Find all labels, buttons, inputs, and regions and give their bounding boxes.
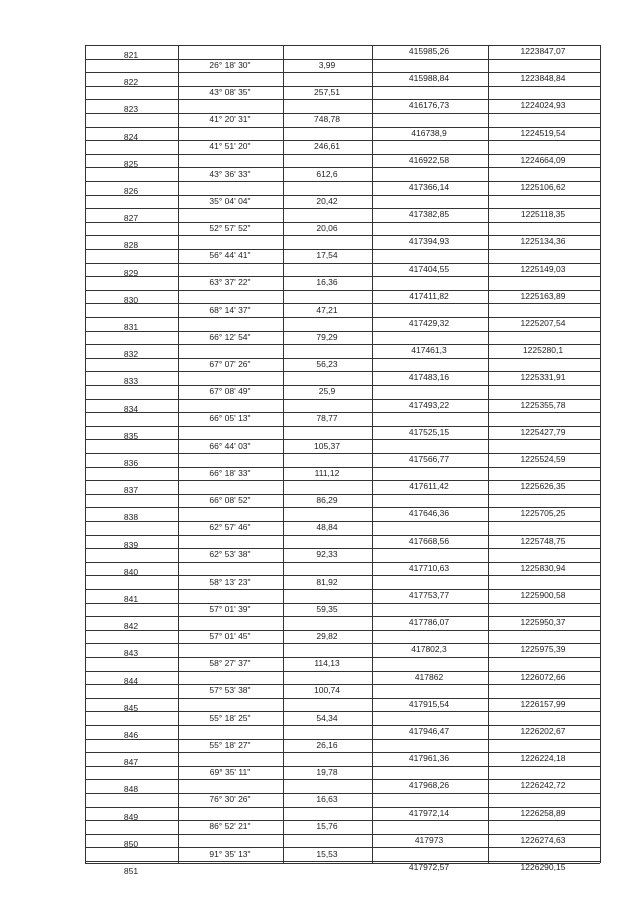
y-coordinate: 1223848,84	[520, 73, 566, 84]
y-coordinate: 1225950,37	[520, 617, 566, 628]
point-number: 823	[123, 104, 139, 115]
point-number: 824	[123, 131, 139, 142]
direction-angle: 57° 01' 45"	[209, 630, 251, 641]
segment-length: 16,63	[316, 794, 338, 805]
column-rule-5	[600, 45, 601, 863]
x-coordinate: 417483,16	[408, 372, 450, 383]
point-number: 848	[123, 784, 139, 795]
direction-angle: 43° 36' 33"	[209, 168, 251, 179]
x-coordinate: 417915,54	[408, 698, 450, 709]
point-number: 822	[123, 77, 139, 88]
point-number: 832	[123, 349, 139, 360]
segment-length: 246,61	[314, 141, 340, 152]
point-number: 833	[123, 376, 139, 387]
x-coordinate: 417973	[414, 834, 444, 845]
x-coordinate: 417404,55	[408, 263, 450, 274]
y-coordinate: 1226157,99	[520, 698, 566, 709]
segment-length: 111,12	[314, 467, 340, 478]
x-coordinate: 417525,15	[408, 426, 450, 437]
point-number: 827	[123, 213, 139, 224]
segment-length: 59,35	[316, 603, 338, 614]
direction-angle: 91° 35' 13"	[209, 848, 251, 859]
y-coordinate: 1225331,91	[520, 372, 566, 383]
y-coordinate: 1225163,89	[520, 290, 566, 301]
x-coordinate: 417862	[414, 671, 444, 682]
segment-length: 16,36	[316, 277, 338, 288]
x-coordinate: 417972,57	[408, 862, 450, 872]
x-coordinate: 417786,07	[408, 617, 450, 628]
point-number: 836	[123, 458, 139, 468]
y-coordinate: 1225106,62	[520, 182, 566, 192]
y-coordinate: 1225118,35	[520, 209, 566, 220]
direction-angle: 52° 57' 52"	[209, 222, 251, 233]
segment-length: 257,51	[314, 86, 340, 97]
direction-angle: 35° 04' 04"	[209, 195, 251, 206]
x-coordinate: 417366,14	[408, 182, 450, 192]
point-number: 851	[123, 866, 139, 876]
x-coordinate: 415988,84	[408, 73, 450, 84]
segment-length: 47,21	[316, 304, 338, 315]
x-coordinate: 415985,26	[408, 46, 450, 56]
y-coordinate: 1225900,58	[520, 590, 566, 600]
y-coordinate: 1226258,89	[520, 807, 566, 818]
direction-angle: 86° 52' 21"	[209, 821, 251, 832]
y-coordinate: 1226224,18	[520, 753, 566, 764]
point-number: 842	[123, 621, 139, 632]
point-number: 830	[123, 294, 139, 305]
point-number: 844	[123, 675, 139, 686]
segment-length: 26,16	[316, 739, 338, 750]
segment-length: 100,74	[314, 685, 340, 696]
segment-length: 114,13	[314, 658, 340, 669]
x-coordinate: 417382,85	[408, 209, 450, 220]
point-number: 845	[123, 702, 139, 713]
x-coordinate: 417394,93	[408, 236, 450, 247]
segment-length: 29,82	[316, 630, 338, 641]
y-coordinate: 1226242,72	[520, 780, 566, 791]
y-coordinate: 1225355,78	[520, 399, 566, 410]
y-coordinate: 1224024,93	[520, 100, 566, 111]
point-number: 821	[123, 50, 139, 60]
direction-angle: 66° 44' 03"	[209, 440, 251, 451]
point-number: 849	[123, 811, 139, 822]
point-number: 841	[123, 594, 139, 604]
direction-angle: 58° 13' 23"	[209, 576, 251, 587]
x-coordinate: 417461,3	[411, 345, 447, 356]
x-coordinate: 417411,82	[409, 290, 449, 301]
y-coordinate: 1226072,66	[520, 671, 566, 682]
y-coordinate: 1225975,39	[520, 644, 566, 655]
direction-angle: 58° 27' 37"	[209, 658, 251, 669]
point-number: 831	[123, 322, 139, 332]
direction-angle: 63° 37' 22"	[209, 277, 251, 288]
direction-angle: 56° 44' 41"	[209, 250, 251, 261]
x-coordinate: 416922,58	[408, 154, 450, 165]
segment-length: 48,84	[316, 522, 338, 533]
point-number: 839	[123, 539, 139, 550]
x-coordinate: 417753,77	[408, 590, 450, 600]
y-coordinate: 1224664,09	[520, 154, 566, 165]
direction-angle: 41° 51' 20"	[209, 141, 251, 152]
segment-length: 105,37	[314, 440, 340, 451]
x-coordinate: 417668,56	[408, 535, 450, 546]
y-coordinate: 1225705,25	[520, 508, 566, 519]
y-coordinate: 1224519,54	[520, 127, 566, 138]
point-number: 838	[123, 512, 139, 523]
x-coordinate: 416176,73	[408, 100, 450, 111]
direction-angle: 55° 18' 25"	[209, 712, 251, 723]
x-coordinate: 417710,63	[408, 562, 450, 573]
x-coordinate: 417611,42	[409, 481, 449, 492]
segment-length: 79,29	[316, 331, 338, 342]
segment-length: 19,78	[316, 766, 338, 777]
x-coordinate: 416738,9	[411, 127, 447, 138]
direction-angle: 62° 53' 38"	[209, 549, 251, 560]
segment-length: 25,9	[318, 386, 336, 397]
segment-length: 56,23	[316, 358, 338, 369]
segment-length: 78,77	[316, 413, 338, 424]
direction-angle: 57° 53' 38"	[209, 685, 251, 696]
segment-length: 54,34	[316, 712, 338, 723]
direction-angle: 66° 18' 33"	[209, 467, 251, 478]
point-number: 843	[123, 648, 139, 659]
point-number: 829	[123, 267, 139, 278]
point-number: 846	[123, 730, 139, 740]
x-coordinate: 417961,36	[408, 753, 450, 764]
y-coordinate: 1223847,07	[520, 46, 566, 56]
coordinate-table	[85, 45, 600, 876]
y-coordinate: 1225280,1	[522, 345, 564, 356]
x-coordinate: 417566,77	[408, 454, 450, 464]
x-coordinate: 417972,14	[408, 807, 450, 818]
y-coordinate: 1226290,15	[520, 862, 566, 872]
y-coordinate: 1225626,35	[520, 481, 566, 492]
direction-angle: 62° 57' 46"	[209, 522, 251, 533]
point-number: 837	[123, 485, 139, 496]
x-coordinate: 417429,32	[408, 318, 450, 328]
x-coordinate: 417968,26	[408, 780, 450, 791]
y-coordinate: 1225134,36	[520, 236, 566, 247]
y-coordinate: 1225207,54	[520, 318, 566, 328]
y-coordinate: 1226274,63	[520, 834, 566, 845]
x-coordinate: 417493,22	[408, 399, 450, 410]
direction-angle: 57° 01' 39"	[209, 603, 251, 614]
segment-length: 15,76	[316, 821, 338, 832]
x-coordinate: 417802,3	[411, 644, 447, 655]
direction-angle: 76° 30' 26"	[209, 794, 251, 805]
y-coordinate: 1225427,79	[520, 426, 566, 437]
direction-angle: 69° 35' 11"	[209, 766, 251, 777]
segment-length: 20,06	[316, 222, 338, 233]
segment-length: 612,6	[316, 168, 338, 179]
point-number: 835	[123, 430, 139, 441]
direction-angle: 26° 18' 30"	[209, 59, 251, 70]
direction-angle: 67° 07' 26"	[209, 358, 251, 369]
segment-length: 748,78	[314, 114, 340, 125]
y-coordinate: 1225748,75	[520, 535, 566, 546]
x-coordinate: 417646,36	[408, 508, 450, 519]
direction-angle: 66° 08' 52"	[209, 494, 251, 505]
direction-angle: 66° 12' 54"	[209, 331, 251, 342]
point-number: 840	[123, 566, 139, 577]
point-number: 825	[123, 158, 139, 169]
direction-angle: 67° 08' 49"	[209, 386, 251, 397]
point-number: 850	[123, 838, 139, 849]
direction-angle: 68° 14' 37"	[209, 304, 251, 315]
segment-length: 81,92	[316, 576, 338, 587]
y-coordinate: 1225830,94	[520, 562, 566, 573]
point-number: 826	[123, 186, 139, 196]
x-coordinate: 417946,47	[408, 726, 450, 736]
segment-length: 15,53	[316, 848, 338, 859]
direction-angle: 55° 18' 27"	[209, 739, 251, 750]
point-number: 834	[123, 403, 139, 414]
direction-angle: 41° 20' 31"	[209, 114, 251, 125]
segment-length: 17,54	[316, 250, 338, 261]
direction-angle: 43° 08' 35"	[209, 86, 251, 97]
y-coordinate: 1225524,59	[520, 454, 566, 464]
segment-length: 92,33	[316, 549, 338, 560]
segment-length: 86,29	[316, 494, 338, 505]
y-coordinate: 1226202,67	[520, 726, 566, 736]
direction-angle: 66° 05' 13"	[209, 413, 251, 424]
segment-length: 20,42	[316, 195, 338, 206]
segment-length: 3,99	[318, 59, 336, 70]
point-number: 828	[123, 240, 139, 251]
y-coordinate: 1225149,03	[520, 263, 566, 274]
point-number: 847	[123, 757, 139, 768]
